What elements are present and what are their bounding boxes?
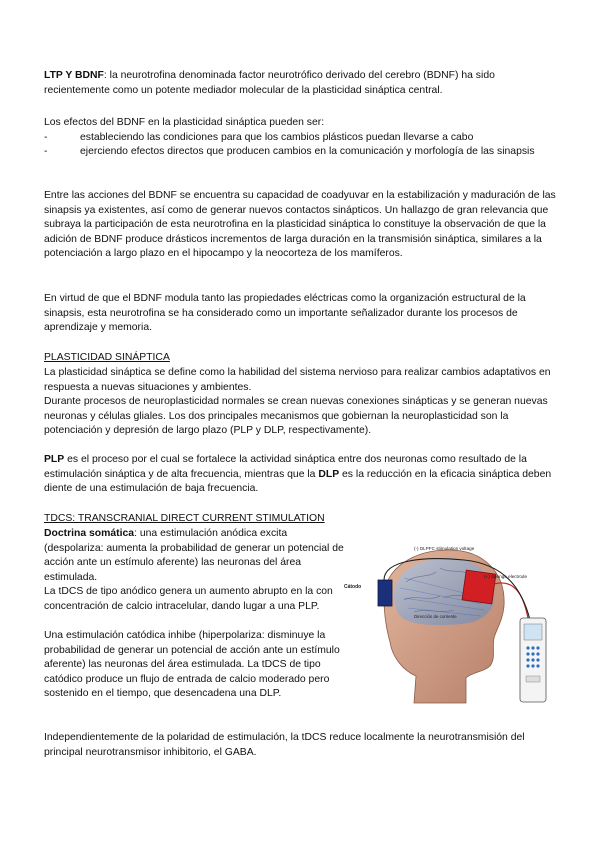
plp-paragraph [44,453,560,497]
plp-term: PLP [44,454,65,465]
effects-list-item [44,145,560,160]
plasticity-paragraph-2: Durante procesos de neuroplasticidad normales se crean nuevas conexiones sinápticas y se generan nuevas neuronas y células gliales. Los dos principales mecanismos que gobiernan la neuroplasticidad son la potenciación y depresión de largo plazo (PLP y DLP, respectivamente). [44,396,548,437]
actions-paragraph: Entre las acciones del BDNF se encuentra su capacidad de coadyuvar en la estabilización y maduración de las sinapsis ya existentes, así como de generar nuevos contactos sinápticos. Un hallazgo de gran relevancia que subraya la participación de esta neurotrofina en la plasticidad sináptica lo constituye la observación de que la adición de BDNF produce drásticos incrementos de larga duración en la transmisión sináptica, similares a la potenciación a largo plazo en el hipocampo y la neocorteza de los mamíferos. [44,190,556,260]
effects-item-2: ejerciendo efectos directos que producen cambios en la comunicación y morfología de las sinapsis [80,146,535,157]
figure-label-right: (+) Sponge electrode [484,574,528,579]
effects-item-1: estableciendo las condiciones para que los cambios plásticos puedan llevarse a cabo [80,132,474,143]
tdcs-figure [344,538,560,708]
doctrine-paragraph [44,527,349,585]
ltp-paragraph [44,69,560,98]
ltp-text: : la neurotrofina denominada factor neurotrófico derivado del cerebro (BDNF) ha sido recientemente como un potente mediador molecular de la plasticidad sináptica central. [44,70,495,96]
effects-intro: Los efectos del BDNF en la plasticidad sináptica pueden ser: [44,117,325,128]
stimulator-device [520,618,546,702]
figure-label-left: Cátodo [344,584,362,590]
plp-text-1: es el proceso por el cual se fortalece la actividad sináptica entre dos neuronas como resultado de la estimulación sináptica y de alta frecuencia, mientras que la [44,454,527,480]
dlp-term: DLP [318,468,340,480]
doctrine-text: : una estimulación anódica excita (despolariza: aumenta la probabilidad de generar un potencial de acción ante un estímulo aferente) las neuronas del área estimulada. [44,528,344,583]
list-dash: - [44,146,48,157]
figure-label-top: (-) DLPFC stimulation voltage [414,546,475,551]
figure-label-center: Dirección de corriente [414,614,457,619]
closing-paragraph: Independientemente de la polaridad de estimulación, la tDCS reduce localmente la neurotransmisión del principal neurotransmisor inhibitorio, el GABA. [44,732,525,758]
cathodic-paragraph: Una estimulación catódica inhibe (hiperpolariza: disminuye la probabilidad de generar un potencial de acción ante un estímulo aferente) las neuronas del área estimulada. La tDCS de tipo catódico produce un flujo de entrada de calcio moderado pero sostenido en el tiempo, que desencadena una DLP. [44,630,340,700]
doctrine-term: Doctrina somática [44,528,135,539]
anodic-paragraph: La tDCS de tipo anódico genera un aumento abrupto en la con concentración de calcio intracelular, dando lugar a una PLP. [44,586,333,612]
plp-text-2: es la reducción en la eficacia sináptica deben diente de una estimulación de baja frecuencia. [44,468,552,495]
cathode-electrode [378,580,392,606]
list-dash: - [44,132,48,143]
plasticity-paragraph-1: La plasticidad sináptica se define como la habilidad del sistema nervioso para realizar cambios adaptativos en respuesta a nuevas situaciones y ambientes. [44,367,551,393]
modulates-paragraph: En virtud de que el BDNF modula tanto las propiedades eléctricas como la organización estructural de la sinapsis, esta neurotrofina se ha considerado como un importante señalizador durante los procesos de aprendizaje y memoria. [44,293,526,334]
ltp-title: LTP Y BDNF [44,70,104,81]
plasticity-heading: PLASTICIDAD SINÁPTICA [44,352,170,363]
effects-list-item [44,131,560,146]
tdcs-head-illustration [344,538,560,708]
tdcs-heading: TDCS: TRANSCRANIAL DIRECT CURRENT STIMULATION [44,513,325,524]
